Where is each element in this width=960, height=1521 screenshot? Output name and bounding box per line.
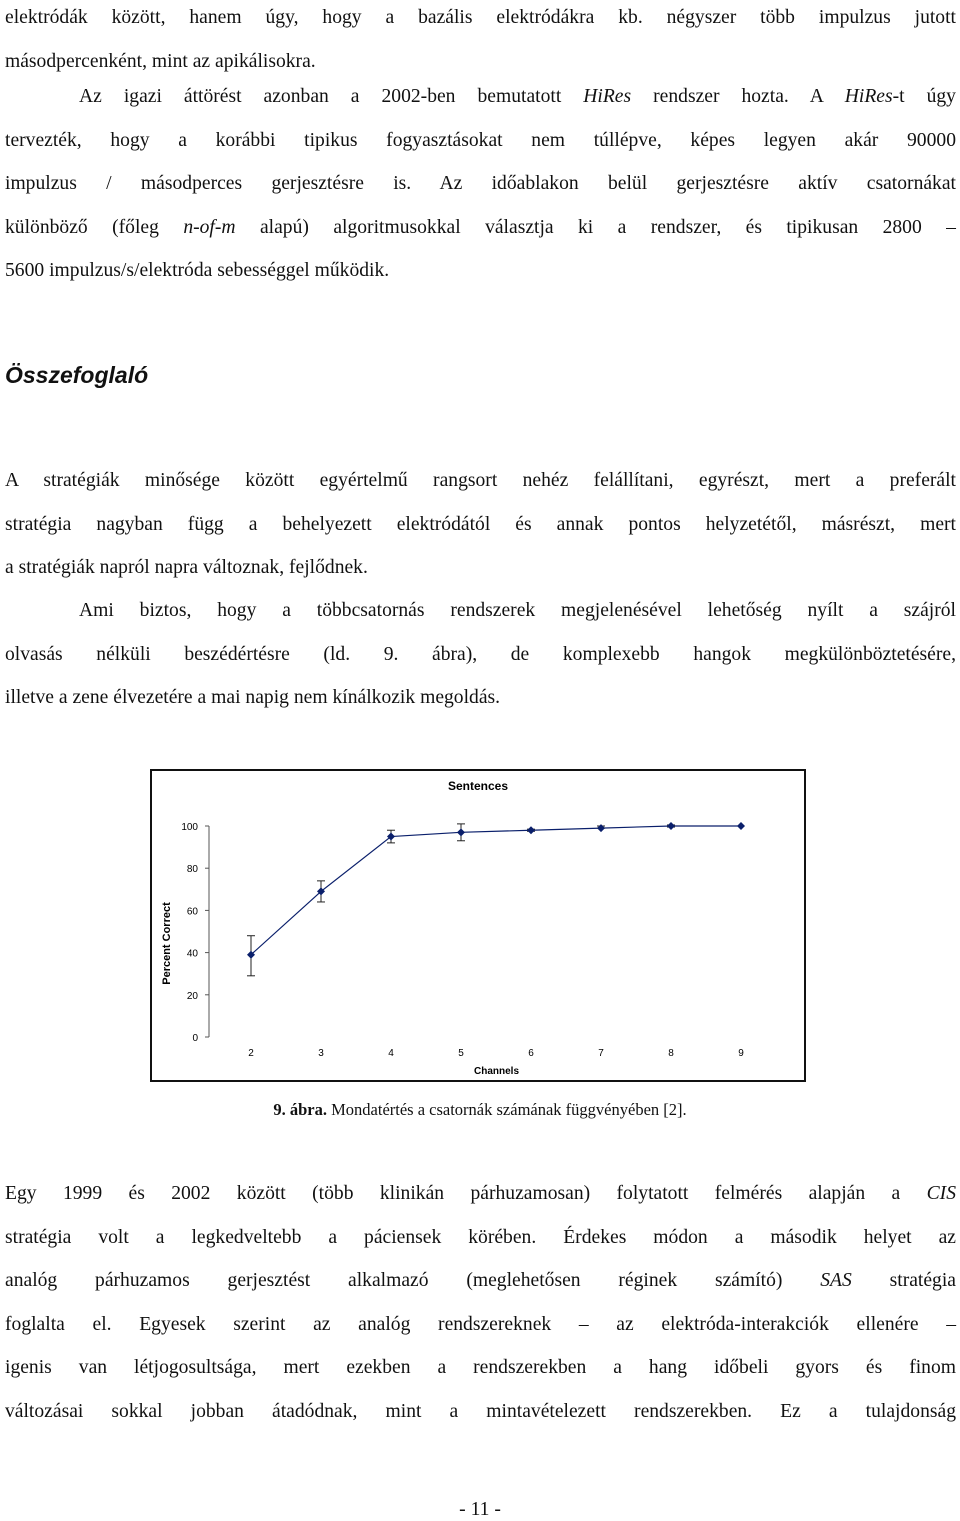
chart-title: Sentences [447, 779, 509, 793]
text-line: másodpercenként, mint az apikálisokra. [5, 50, 316, 72]
text-line: illetve a zene élvezetére a mai napig nem kínálkozik megoldás. [5, 687, 501, 709]
sas-term: SAS [820, 1270, 852, 1292]
text-line: foglalta el. Egyesek szerint az analóg rendszereknek – az elektróda-interakciók ellenére – [5, 1313, 956, 1335]
text-line: Az igazi áttörést azonban a 2002-ben bemutatott HiRes rendszer hozta. A HiRes-t úgy [79, 86, 956, 107]
y-tick-label: 20 [186, 990, 198, 1002]
figure-caption-text: Mondatértés a csatornák számának függvényében [2]. [326, 1100, 687, 1119]
hires-term: HiRes [844, 86, 893, 107]
figure-caption [0, 1100, 960, 1120]
text-line: stratégia nagyban függ a behelyezett elektródától és annak pontos helyzetétől, másrészt, mert [5, 513, 956, 535]
x-tick-label: 9 [738, 1048, 744, 1059]
text-line: 5600 impulzus/s/elektróda sebességgel működik. [5, 260, 390, 282]
paragraph-summary [5, 459, 956, 590]
data-point [457, 828, 465, 836]
text-line: tervezték, hogy a korábbi tipikus fogyasztásokat nem túllépve, képes legyen akár 90000 [5, 129, 956, 151]
n-of-m-term: n-of-m [183, 216, 236, 238]
text-line: stratégia volt a legkedveltebb a páciensek körében. Érdekes módon a második helyet az [5, 1226, 956, 1248]
text-line: Egy 1999 és 2002 között (több klinikán párhuzamosan) folytatott felmérés alapján a CIS [5, 1183, 956, 1204]
hires-term: HiRes [583, 86, 632, 107]
cis-term: CIS [926, 1183, 956, 1204]
section-heading: Összefoglaló [5, 362, 149, 388]
x-tick-label: 2 [248, 1048, 254, 1059]
x-tick-label: 5 [458, 1048, 464, 1059]
y-tick-label: 80 [186, 864, 198, 876]
text-line: impulzus / másodperces gerjesztésre is. Az időablakon belül gerjesztésre aktív csatornákat [5, 173, 956, 195]
x-axis-label: Channels [474, 1066, 520, 1077]
y-tick-label: 40 [186, 948, 198, 960]
y-tick-label: 0 [192, 1033, 198, 1044]
y-tick-label: 100 [181, 822, 198, 833]
text-line: A stratégiák minősége között egyértelmű rangsort nehéz felállítani, egyrészt, mert a preferált [5, 470, 956, 491]
page-number: - 11 - [459, 1499, 501, 1520]
sentences-chart [150, 769, 806, 1082]
text-line: igenis van létjogosultsága, mert ezekben a rendszerekben a hang időbeli gyors és finom [5, 1357, 956, 1379]
paragraph-intro-continuation [5, 0, 956, 83]
text-line: változásai sokkal jobban átadódnak, mint a mintavételezett rendszerekben. Ez a tulajdonság [5, 1400, 956, 1422]
x-tick-label: 8 [668, 1048, 674, 1059]
chart-canvas [152, 771, 804, 1080]
paragraph-hires [5, 75, 956, 293]
text-line: a stratégiák napról napra változnak, fejlődnek. [5, 557, 368, 579]
text-line: Ami biztos, hogy a többcsatornás rendszerek megjelenésével lehetőség nyílt a szájról [79, 600, 956, 621]
data-point [527, 826, 535, 834]
series-line [251, 826, 741, 955]
text-line: olvasás nélküli beszédértésre (ld. 9. ábra), de komplexebb hangok megkülönböztetésére, [5, 643, 956, 665]
x-tick-label: 3 [318, 1048, 324, 1059]
text-line: elektródák között, hanem úgy, hogy a bazális elektródákra kb. négyszer több impulzus jutott [5, 7, 956, 28]
y-axis-label: Percent Correct [161, 902, 173, 985]
y-tick-label: 60 [186, 906, 198, 918]
text-line: analóg párhuzamos gerjesztést alkalmazó (meglehetősen réginek számító) SAS stratégia [5, 1270, 956, 1292]
x-tick-label: 7 [598, 1048, 604, 1059]
paragraph-strategies [5, 1172, 956, 1434]
figure-number: 9. ábra. [273, 1100, 327, 1119]
x-tick-label: 6 [528, 1048, 534, 1059]
text-line: különböző (főleg n-of-m alapú) algoritmusokkal választja ki a rendszer, és tipikusan 2800 – [5, 216, 956, 238]
paragraph-multichannel [5, 589, 956, 720]
data-point [667, 822, 675, 830]
data-point [597, 824, 605, 832]
data-point [737, 822, 745, 830]
x-tick-label: 4 [388, 1048, 394, 1059]
